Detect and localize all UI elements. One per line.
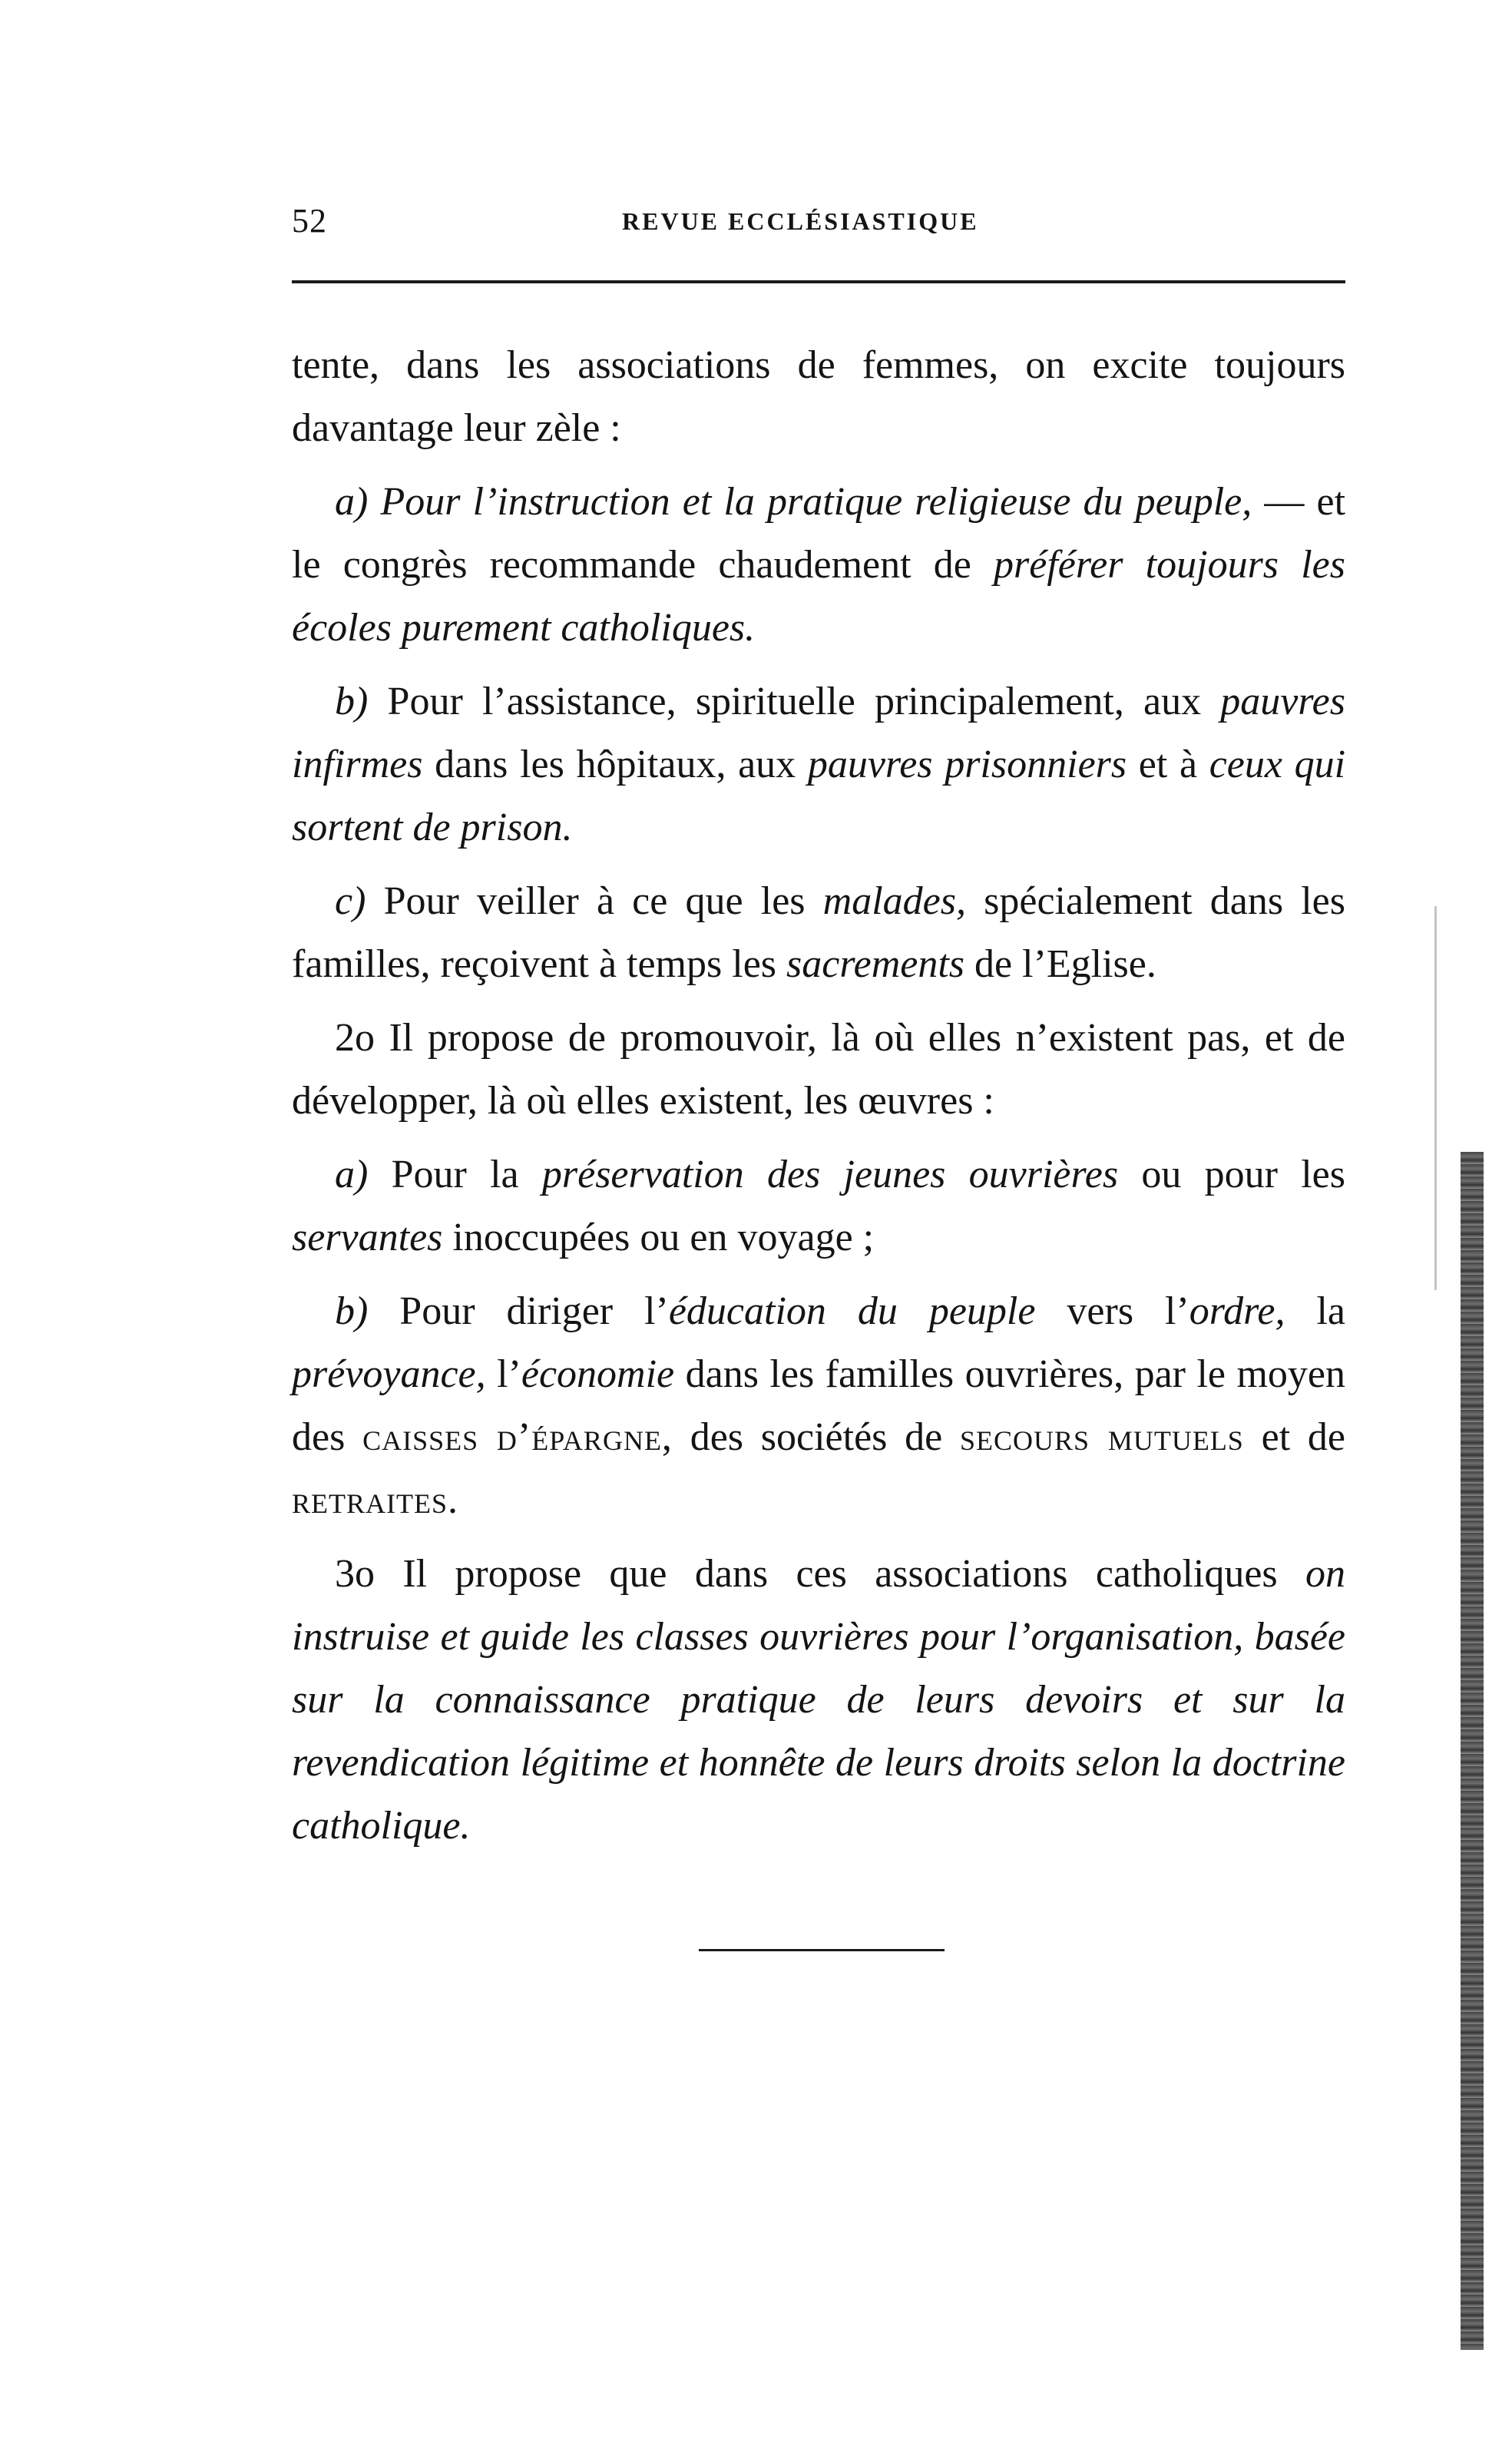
text-run: Pour veiller à ce que les — [366, 879, 823, 923]
page-number: 52 — [292, 202, 327, 240]
text-run: Pour la — [368, 1153, 542, 1196]
text-run: des sociétés de — [672, 1415, 961, 1459]
italic-phrase: malades, — [822, 879, 966, 923]
italic-phrase: préférer toujours les écoles purement catholiques. — [292, 543, 1345, 650]
paragraph-8 — [292, 1543, 1345, 1858]
paragraph-1: tente, dans les associations de femmes, on excite toujours davantage leur zèle : — [292, 343, 1345, 450]
italic-phrase: pauvres infirmes — [292, 680, 1345, 786]
item-marker: b) — [335, 1289, 369, 1333]
italic-phrase: servantes — [292, 1216, 443, 1259]
paragraph-2 — [292, 471, 1345, 660]
italic-phrase: Pour l’instruction et la pratique religieuse du peuple, — [380, 480, 1252, 524]
italic-phrase: ceux qui sortent de prison. — [292, 743, 1346, 849]
paragraph-7 — [292, 1280, 1345, 1532]
text-run: Pour l’assistance, spirituelle principalement, aux — [368, 680, 1221, 723]
scan-edge-artifact — [1461, 1152, 1484, 2350]
small-caps-phrase: caisses d’épargne, — [362, 1415, 673, 1459]
italic-phrase: pauvres prisonniers — [807, 743, 1127, 786]
italic-phrase: économie — [521, 1352, 675, 1396]
paragraph-5: 2o Il propose de promouvoir, là où elles n’existent pas, et de développer, là où elles existent, les œuvres : — [292, 1016, 1345, 1123]
text-run: ou pour les — [1118, 1153, 1345, 1196]
italic-phrase: éducation du peuple — [668, 1289, 1036, 1333]
text-run: et de — [1243, 1415, 1345, 1459]
text-run: dans les hôpitaux, aux — [422, 743, 808, 786]
text-run: spécialement dans les familles, reçoivent à temps les — [292, 879, 1345, 986]
text-run: la — [1285, 1289, 1345, 1333]
body-text — [292, 334, 1345, 1868]
text-run: l’ — [485, 1352, 521, 1396]
text-run: Pour diriger l’ — [368, 1289, 669, 1333]
text-run: vers l’ — [1035, 1289, 1189, 1333]
header-rule — [292, 280, 1345, 283]
scan-artifact-line — [1434, 906, 1437, 1290]
paragraph-3 — [292, 670, 1345, 859]
text-run: — et le congrès recommande chaudement de — [292, 480, 1346, 587]
text-run: et à — [1127, 743, 1209, 786]
small-caps-phrase: secours mutuels — [960, 1415, 1244, 1459]
item-marker: c) — [335, 879, 366, 923]
italic-phrase: préservation des jeunes ouvrières — [541, 1153, 1119, 1196]
paragraph-4 — [292, 870, 1345, 996]
text-run: 3o Il propose que dans ces associations catholiques — [335, 1552, 1305, 1596]
text-run: de l’Eglise. — [964, 942, 1156, 986]
page-header — [292, 201, 1345, 247]
paragraph-6 — [292, 1143, 1345, 1269]
item-marker: a) — [335, 480, 369, 524]
italic-phrase: on instruise et guide les classes ouvrières pour l’organisation, basée sur la connaissance pratique de leurs devoirs et sur la revendication légitime et honnête de leurs droits selon la doctrine catholique. — [292, 1552, 1345, 1848]
running-title: REVUE ECCLÉSIASTIQUE — [622, 207, 979, 235]
item-marker: b) — [335, 680, 369, 723]
text-run: inoccupées ou en voyage ; — [442, 1216, 875, 1259]
italic-phrase: ordre, — [1189, 1289, 1285, 1333]
italic-phrase: prévoyance, — [292, 1352, 486, 1396]
italic-phrase: sacrements — [786, 942, 965, 986]
end-rule — [699, 1949, 945, 1951]
small-caps-phrase: retraites. — [292, 1478, 458, 1522]
item-marker: a) — [335, 1153, 369, 1196]
text-run: dans les familles ouvrières, par le moyen des — [292, 1352, 1345, 1459]
